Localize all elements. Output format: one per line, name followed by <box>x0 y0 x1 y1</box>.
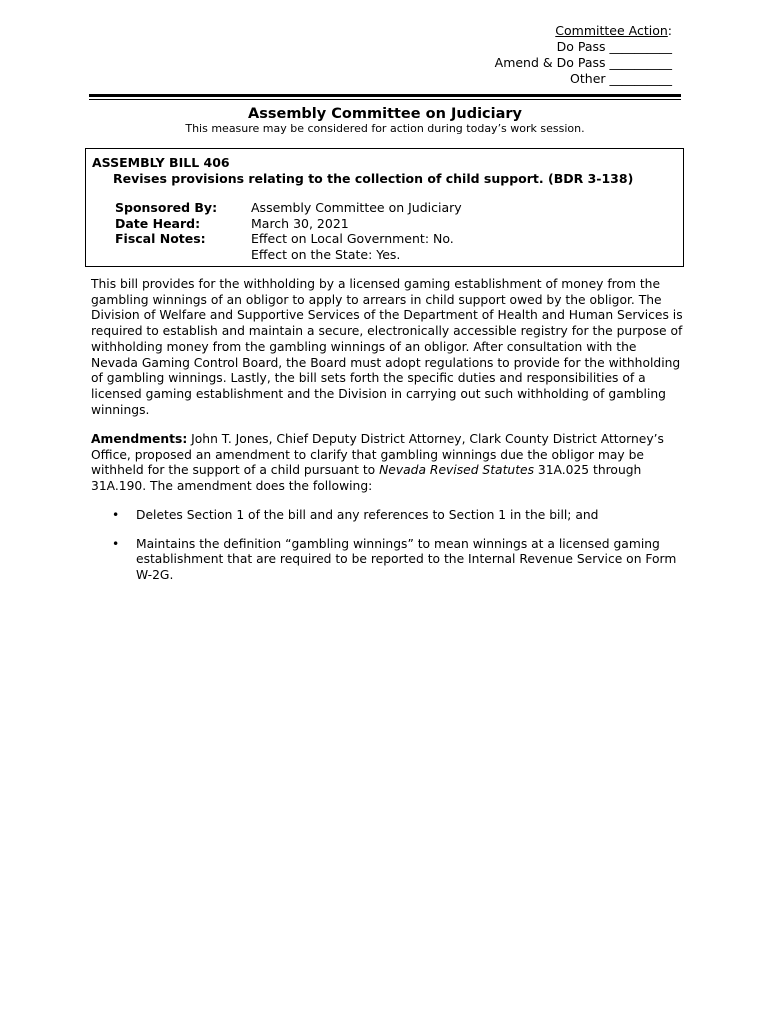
list-item <box>91 537 683 584</box>
bullet-icon: • <box>112 508 120 522</box>
date-heard-value: March 30, 2021 <box>251 215 349 231</box>
sponsored-by-row <box>115 200 462 216</box>
committee-action-block <box>495 23 672 87</box>
bill-description: Revises provisions relating to the collection of child support. (BDR 3-138) <box>113 171 634 186</box>
bill-number: ASSEMBLY BILL 406 <box>92 155 230 170</box>
fiscal-notes-label: Fiscal Notes: <box>115 231 206 247</box>
sponsored-by-label: Sponsored By: <box>115 200 218 215</box>
amendments-text-after: 31A.025 through 31A.190. The amendment does the following: <box>91 463 642 494</box>
committee-action-amend-do-pass: Amend & Do Pass __________ <box>494 55 672 70</box>
committee-action-other: Other __________ <box>570 71 672 86</box>
list-item <box>91 508 683 524</box>
fiscal-notes-state: Effect on the State: Yes. <box>251 247 401 263</box>
fiscal-notes-local: Effect on Local Government: No. <box>251 231 454 247</box>
date-heard-row <box>115 216 462 232</box>
bill-meta <box>115 200 462 263</box>
bill-summary-box <box>85 148 684 267</box>
sponsored-by-value: Assembly Committee on Judiciary <box>251 200 462 215</box>
fiscal-notes-state-row <box>115 247 462 263</box>
amendment-bullet-list <box>91 508 683 597</box>
committee-subtitle: This measure may be considered for action during today’s work session. <box>185 122 585 135</box>
header-rule-thin <box>89 99 681 100</box>
bullet-text: Deletes Section 1 of the bill and any references to Section 1 in the bill; and <box>136 508 599 522</box>
date-heard-label: Date Heard: <box>115 215 201 231</box>
committee-title: Assembly Committee on Judiciary <box>248 106 522 122</box>
amendments-label: Amendments: <box>91 432 188 446</box>
amendments-text-before: John T. Jones, Chief Deputy District Attorney, Clark County District Attorney’s Office, proposed an amendment to clarify that gambling winnings due the obligor may be withheld for the support of a child pursuant to <box>91 432 664 478</box>
bullet-icon: • <box>112 536 120 551</box>
committee-action-do-pass: Do Pass __________ <box>556 39 672 54</box>
amendments-paragraph <box>91 432 683 495</box>
fiscal-notes-row <box>115 231 462 247</box>
bill-summary-paragraph: This bill provides for the withholding by a licensed gaming establishment of money from the gambling winnings of an obligor to apply to arrears in child support owed by the obligor. The Division of Welfare and Supportive Services of the Department of Health and Human Services is required to establish and maintain a secure, electronically accessible registry for the purpose of withholding money from the gambling winnings of an obligor. After consultation with the Nevada Gaming Control Board, the Board must adopt regulations to provide for the withholding of gambling winnings. Lastly, the bill sets forth the specific duties and responsibilities of a licensed gaming establishment and the Division in carrying out such withholding of gambling winnings. <box>91 277 683 417</box>
committee-action-heading: Committee Action: <box>555 23 672 38</box>
statute-name: Nevada Revised Statutes <box>379 463 534 478</box>
header-rule-thick <box>89 94 681 97</box>
bullet-text: Maintains the definition “gambling winnings” to mean winnings at a licensed gaming establishment that are required to be reported to the Internal Revenue Service on Form W-2G. <box>136 536 677 583</box>
